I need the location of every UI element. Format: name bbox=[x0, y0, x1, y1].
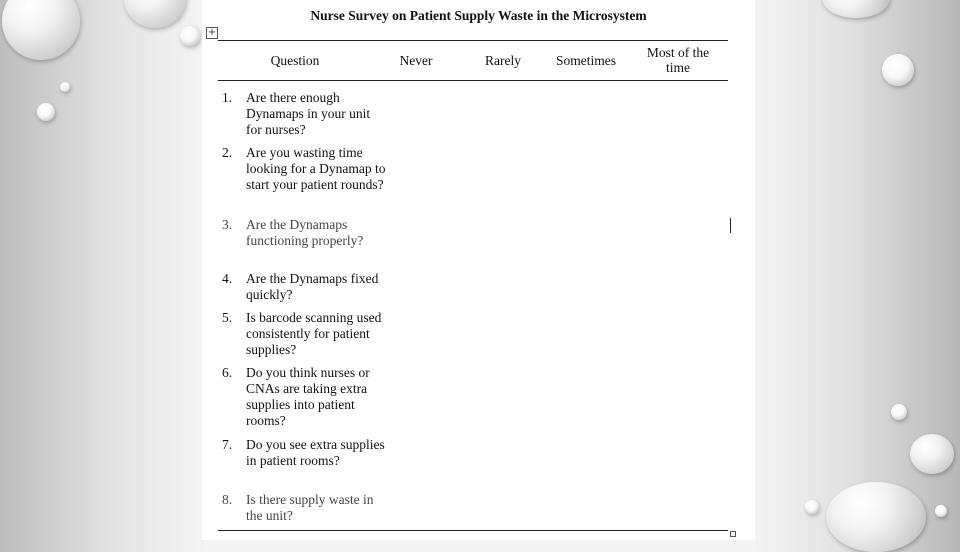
document-title: Nurse Survey on Patient Supply Waste in the Microsystem bbox=[310, 8, 647, 23]
decorative-bubble bbox=[882, 54, 914, 86]
decorative-bubble bbox=[180, 26, 200, 46]
decorative-bubble bbox=[935, 505, 947, 517]
column-header-sometimes: Sometimes bbox=[556, 53, 616, 68]
question-text: Are the Dynamaps functioning properly? bbox=[246, 217, 364, 248]
question-number: 7. bbox=[222, 437, 233, 452]
question-text: Are you wasting time looking for a Dynamap to start your patient rounds? bbox=[246, 145, 386, 192]
decorative-bubble bbox=[822, 0, 890, 18]
question-number: 3. bbox=[222, 217, 233, 232]
decorative-bubble bbox=[826, 482, 926, 552]
table-move-handle-icon[interactable]: + bbox=[207, 27, 217, 38]
question-text: Do you see extra supplies in patient rooms? bbox=[246, 437, 385, 468]
question-number: 5. bbox=[222, 310, 233, 325]
question-number: 1. bbox=[222, 90, 233, 105]
column-header-question: Question bbox=[270, 53, 320, 68]
column-header-never: Never bbox=[399, 53, 433, 68]
header-bottom-rule bbox=[218, 80, 728, 81]
question-number: 2. bbox=[222, 145, 233, 160]
decorative-bubble bbox=[891, 404, 907, 420]
question-number: 6. bbox=[222, 365, 233, 380]
column-header-rarely: Rarely bbox=[485, 53, 521, 68]
decorative-bubble bbox=[910, 434, 954, 474]
decorative-bubble bbox=[2, 0, 80, 60]
decorative-bubble bbox=[805, 500, 819, 514]
column-header-most-of-the-time: Most of the time bbox=[646, 45, 710, 75]
text-cursor bbox=[730, 218, 731, 233]
table-top-rule bbox=[218, 40, 728, 41]
question-text: Is barcode scanning used consistently for patient supplies? bbox=[246, 310, 382, 357]
question-text: Are the Dynamaps fixed quickly? bbox=[246, 271, 379, 302]
question-number: 8. bbox=[222, 492, 233, 507]
question-text: Is there supply waste in the unit? bbox=[246, 492, 374, 523]
table-resize-handle[interactable] bbox=[730, 531, 736, 537]
decorative-bubble bbox=[124, 0, 186, 28]
table-bottom-rule bbox=[218, 530, 728, 531]
question-text: Are there enough Dynamaps in your unit for nurses? bbox=[246, 90, 371, 137]
question-text: Do you think nurses or CNAs are taking extra supplies into patient rooms? bbox=[246, 365, 370, 428]
decorative-bubble bbox=[60, 82, 70, 92]
document-page bbox=[202, 0, 755, 540]
decorative-bubble bbox=[37, 103, 55, 121]
question-number: 4. bbox=[222, 271, 233, 286]
